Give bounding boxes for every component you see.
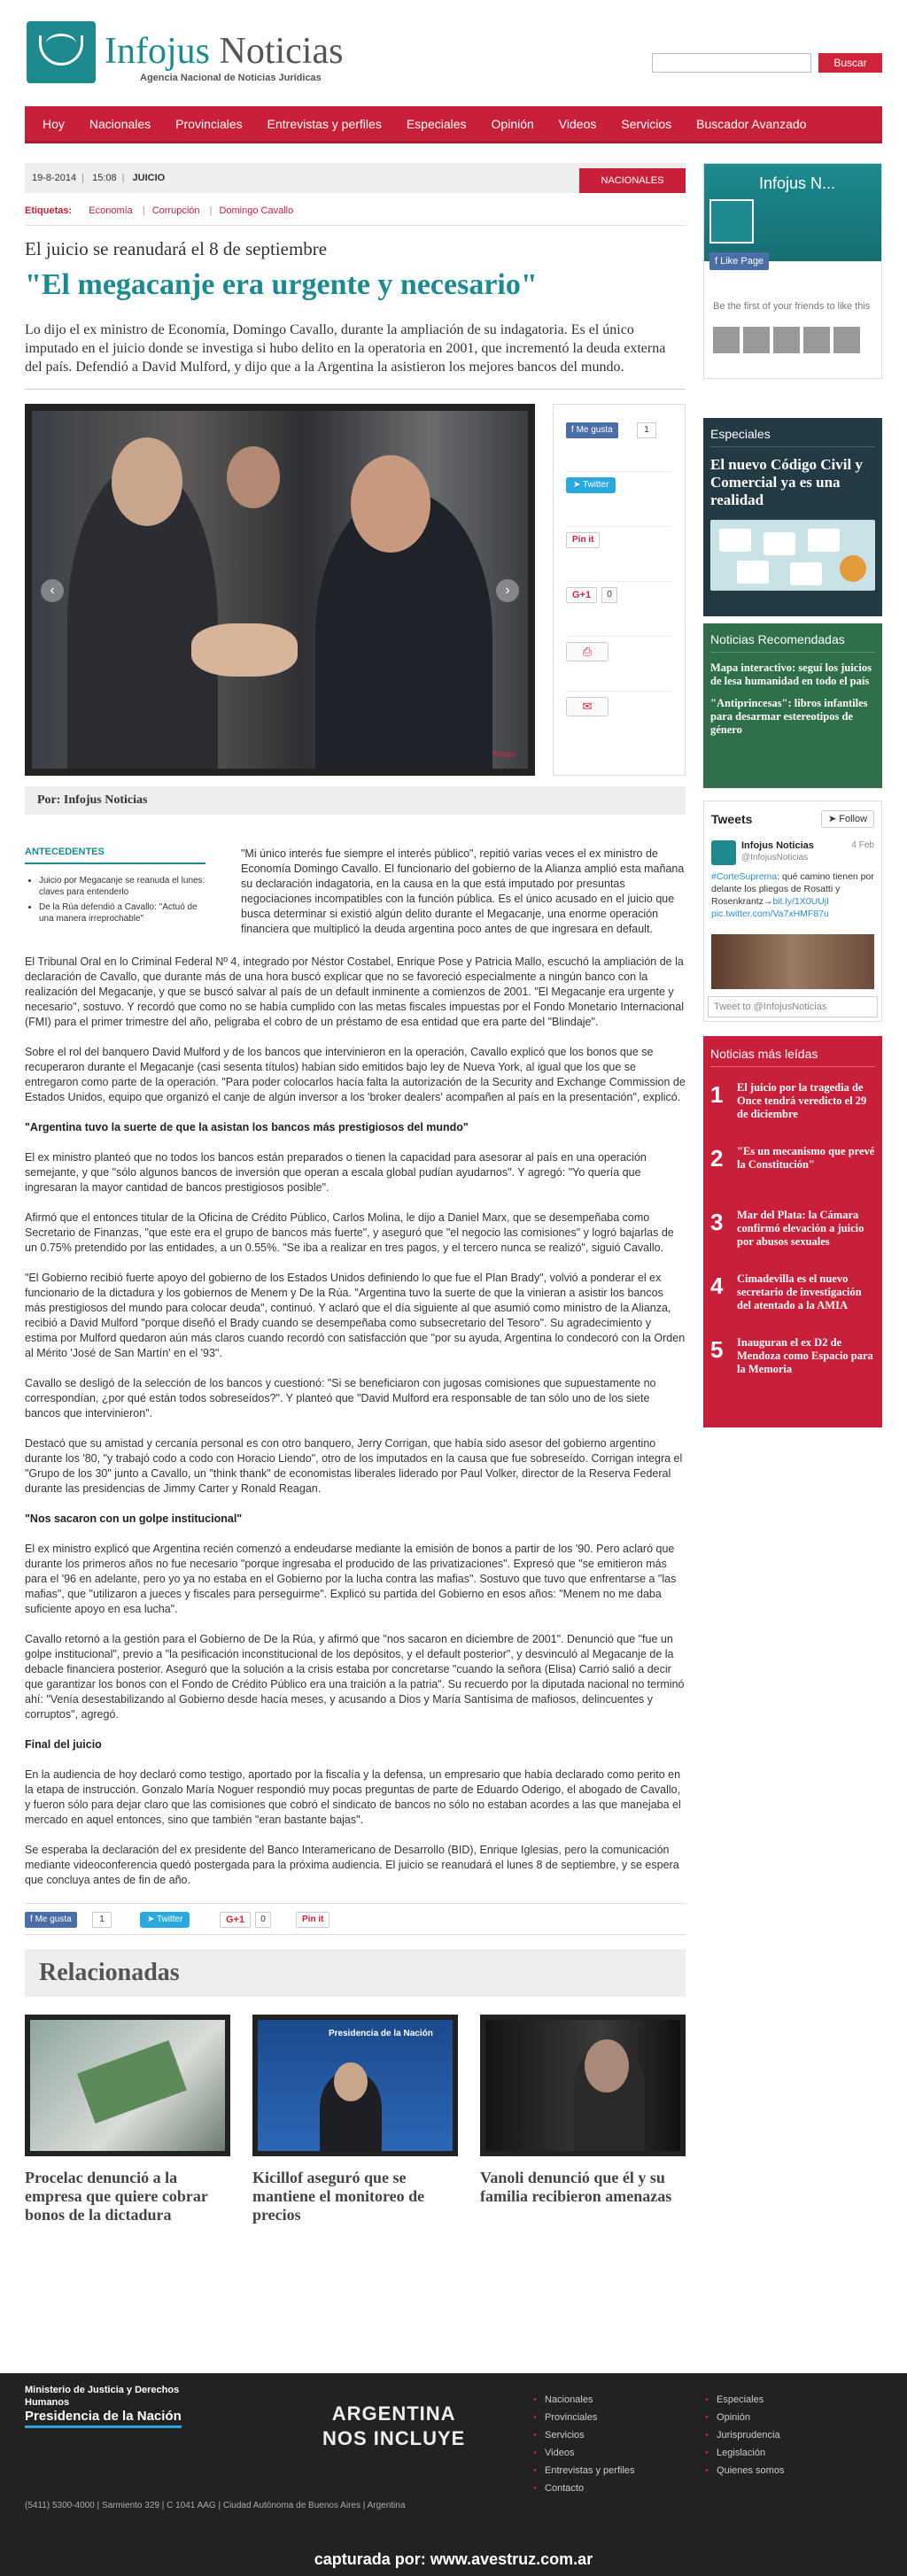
subheading: Final del juicio [25, 1738, 102, 1751]
related-image[interactable] [480, 2015, 686, 2156]
tweet-author[interactable]: Infojus Noticias [741, 840, 814, 851]
share-bar-bottom [25, 1903, 686, 1935]
recomendadas-label: Noticias Recomendadas [710, 632, 875, 653]
footer-link[interactable]: • Videos [533, 2444, 635, 2462]
related-item[interactable] [25, 2015, 230, 2224]
paragraph: El Tribunal Oral en lo Criminal Federal Nº 4, integrado por Néstor Costabel, Enrique Pose y Patricia Mallo, escuchó la ampliación de la declaración de Cavallo, que durante más de una hora buscó explicar que no se favoreció especialmente a ningún banco con la realización del Megacanje, y que se buscó salvar al país de un default inminente a comienzos de 2001. "El Megacanje era urgente y necesario", sostuvo. Y recordó que como no se había cumplido con las metas fiscales impuestas por el Fondo Monetario Internacional (FMI) para el primer trimestre del año, peligraba el cobro de un préstamo de esa entidad que era parte del "Blindaje". [25, 955, 684, 1028]
article-photo-slider[interactable] [25, 404, 535, 776]
capture-watermark: capturada por: www.avestruz.com.ar [314, 2550, 593, 2568]
recomendada-link[interactable]: "Antiprincesas": libros infantiles para desarmar estereotipos de género [710, 697, 868, 736]
related-image[interactable] [25, 2015, 230, 2156]
related-title[interactable]: Vanoli denunció que él y su familia recibieron amenazas [480, 2169, 672, 2205]
footer-link[interactable]: • Entrevistas y perfiles [533, 2462, 635, 2479]
argentina-nos-incluye-logo: ARGENTINA NOS INCLUYE [322, 2402, 466, 2449]
paragraph: Cavallo retornó a la gestión para el Gobierno de De la Rúa, y afirmó que "nos sacaron en diciembre de 2001". Denunció que "fue un golpe institucional", previo a "la pesificación inconstitucional de los depósitos, y el default posterior", y desvinculó al Megacanje de la debacle financiera posterior. Aseguró que la solución a la crisis estaba por concretarse "cuando la señora (Elisa) Carrió salió a decir que garantizar los bonos con el Fondo de Crédito Público era una traición a la patria". Su recuerdo por la diputada nacional no terminó ahí: "Venía desestabilizando al Gobierno desde hacía meses, y acusando a Dios y María Santísima de mafiosos, delincuentes y corruptos", agregó. [25, 1633, 685, 1721]
footer-link[interactable]: • Legislación [705, 2444, 784, 2462]
search-input[interactable] [652, 53, 811, 73]
tag-link[interactable]: Domingo Cavallo [219, 205, 294, 216]
paragraph: Destacó que su amistad y cercanía personal es con otro banquero, Jerry Corrigan, que había sido asesor del gobierno argentino durante los '80, "y trabajó codo a codo con Horacio Liendo", otro de los imputados en la causa que fue sobreseído. Corrigan integra el "Grupo de los 30" junto a Cavallo, un "think thank" de economistas liberales liderado por Paul Volker, director de la Reserva Federal durante las presidencias de Jimmy Carter y Ronald Reagan. [25, 1437, 683, 1495]
tweets-label: Tweets [711, 812, 753, 826]
fb-page-name[interactable]: Infojus N... [759, 174, 836, 192]
nav-item-provinciales[interactable]: Provinciales [175, 116, 243, 131]
footer-link[interactable]: • Opinión [705, 2409, 784, 2426]
related-title[interactable]: Kicillof aseguró que se mantiene el monitoreo de precios [252, 2169, 425, 2224]
tweet-to-input[interactable]: Tweet to @InfojusNoticias [708, 996, 878, 1017]
antecedente-link[interactable]: • De la Rúa defendió a Cavallo: "Actuó de una manera irreprochable" [39, 901, 205, 924]
fb-friends-text: Be the first of your friends to like this [713, 301, 871, 312]
google-plus-count: 0 [255, 1912, 271, 1928]
facebook-like-count: 1 [92, 1912, 112, 1928]
paragraph: Se esperaba la declaración del ex presidente del Banco Interamericano de Desarrollo (BID), Enrique Iglesias, pero la comunicación mediante videoconferencia quedó postergada para la próxima audiencia. El juicio se reanudará el lunes 8 de septiembre, y se espera que concluya antes de fin de año. [25, 1844, 679, 1886]
main-nav [25, 106, 882, 143]
footer-link[interactable]: • Contacto [533, 2479, 635, 2497]
twitter-share-button[interactable]: ➤ Twitter [566, 477, 616, 493]
article-title: "El megacanje era urgente y necesario" [25, 268, 538, 301]
article-section: JUICIO [132, 173, 166, 183]
footer-link[interactable]: • Quienes somos [705, 2462, 784, 2479]
related-heading: Relacionadas [25, 1949, 686, 1997]
site-logo-icon[interactable] [27, 21, 96, 83]
paragraph: Sobre el rol del banquero David Mulford y de los bancos que intervinieron en la operación, Cavallo explicó que los bonos que se recuperaron durante el Megacanje (casi sesenta títulos) habían sido emitidos bajo ley de Nueva York, al igual que los que se entregaron como parte de la operación. "Para poder colocarlos hacía falta la autorización de la Security and Exchange Commission de Estados Unidos, equipo que organizó el canje de algún inversor a los 'broker dealers' acompañen al país en la presentación", explicó. [25, 1046, 686, 1103]
google-plus-button[interactable]: G+1 [566, 587, 597, 603]
site-logo-subtitle: Agencia Nacional de Noticias Jurídicas [140, 73, 322, 83]
fb-faces [713, 327, 860, 353]
paragraph: El ex ministro planteó que no todos los bancos están preparados o tienen la capacidad para asesorar al país en una operación semejante, y que "sólo algunos bancos de inversión que operan a escala global pudían ayudarnos". Y agregó: "Yo quería que ingresaran la mayor cantidad de bancos prestigiosos posible". [25, 1151, 647, 1194]
footer-presidency[interactable]: Presidencia de la Nación [25, 2409, 182, 2428]
especiales-box[interactable] [703, 418, 882, 616]
related-title[interactable]: Procelac denunció a la empresa que quiere cobrar bonos de la dictadura [25, 2169, 208, 2224]
footer-link[interactable]: • Servicios [533, 2426, 635, 2444]
footer-link[interactable]: • Especiales [705, 2391, 784, 2409]
related-item[interactable] [480, 2015, 686, 2206]
article-volanta: El juicio se reanudará el 8 de septiembre [25, 238, 328, 259]
tweet-date: 4 Feb [851, 840, 874, 850]
paragraph: Afirmó que el entonces titular de la Oficina de Crédito Público, Carlos Molina, le dijo a Daniel Marx, que se desempeñaba como Secretario de Finanzas, "que este era el grupo de bancos más fuerte", y aseguró que "el negocio las comisiones" y logró bajarlas de un 0.75% pretendido por las entidades, a un 0.55%. "Se iba a realizar en tres pagos, y el tercero nunca se realizó", siguió Cavallo. [25, 1211, 674, 1254]
sidebar [703, 163, 882, 1427]
footer-link[interactable]: • Nacionales [533, 2391, 635, 2409]
tags-row: Etiquetas: Economía | Corrupción | Domingo Cavallo [25, 205, 294, 216]
site-header [25, 18, 882, 94]
especiales-illustration[interactable] [710, 520, 875, 591]
search-button[interactable]: Buscar [818, 53, 882, 73]
mas-leidas-box [703, 1036, 882, 1427]
paragraph: Cavallo se desligó de la selección de los bancos y cuestionó: "Si se beneficiaron con jugosas comisiones que supuestamente no correspondían, ¿por qué están todos sobreseídos?". Y planteó que "David Mulford era responsable de tan sólo uno de los siete bancos que intervinieron". [25, 1377, 656, 1420]
twitter-widget [703, 801, 882, 1022]
especiales-title[interactable]: El nuevo Código Civil y Comercial ya es una realidad [710, 456, 863, 508]
mas-leida-item[interactable]: 5 Inauguran el ex D2 de Mendoza como Espacio para la Memoria [710, 1336, 873, 1375]
antecedentes-title: ANTECEDENTES [25, 847, 205, 864]
article-body [25, 955, 686, 1888]
slider-prev-icon[interactable]: ‹ [41, 579, 64, 602]
print-icon[interactable]: ⎙ [566, 642, 609, 661]
twitter-follow-button[interactable]: ➤ Follow [821, 810, 874, 828]
fb-page-avatar[interactable] [709, 199, 754, 244]
article-lead: Lo dijo el ex ministro de Economía, Domingo Cavallo, durante la ampliación de su indagatoria. Es el único imputado en el juicio donde se investiga si hubo delito en la operatoria en 2001, que incrementó la deuda externa del país. Defendió a David Mulford, y dijo que a la Argentina la asistieron los mejores bancos del mundo. [25, 321, 686, 390]
footer-address: (5411) 5300-4000 | Sarmiento 329 | C 1041 AAG | Ciudad Autónoma de Buenos Aires | Argentina [25, 2501, 406, 2510]
google-plus-button[interactable]: G+1 [220, 1912, 251, 1928]
antecedente-link[interactable]: • Juicio por Megacanje se reanuda el lunes: claves para entenderlo [39, 875, 205, 898]
tweet-link[interactable]: bit.ly/1X0UUjI pic.twitter.com/Va7xHMF87u [711, 896, 830, 919]
related-image[interactable] [252, 2015, 458, 2156]
tweet-hashtag[interactable]: #CorteSuprema [711, 871, 778, 882]
article-time: 15:08 [92, 173, 117, 183]
recomendada-link[interactable]: Mapa interactivo: seguí los juicios de lesa humanidad en todo el país [710, 661, 872, 687]
tag-link[interactable]: Economía [89, 205, 133, 216]
site-footer [0, 2373, 907, 2576]
nav-item-nacionales[interactable]: Nacionales [89, 116, 151, 131]
tweet-text: #CorteSuprema: qué camino tienen por delante los pliegos de Rosatti y Rosenkrantz→bit.ly/1X0UUjI pic.twitter.com/Va7xHMF87u [711, 871, 874, 919]
pinterest-button[interactable]: Pin it [296, 1912, 329, 1928]
facebook-like-button[interactable]: f Me gusta [25, 1912, 77, 1928]
mas-leida-item[interactable]: 1 El juicio por la tragedia de Once tendrá veredicto el 29 de diciembre [710, 1081, 867, 1120]
related-list [25, 2015, 686, 2224]
related-item[interactable] [252, 2015, 458, 2224]
mas-leidas-label: Noticias más leídas [710, 1047, 875, 1067]
article-byline: Por: Infojus Noticias [25, 786, 686, 815]
tweet-avatar[interactable] [711, 840, 736, 865]
facebook-like-button[interactable]: f Me gusta [566, 422, 618, 438]
paragraph: "El Gobierno recibió fuerte apoyo del gobierno de los Estados Unidos definiendo lo que fue el Plan Brady", volvió a ponderar el ex funcionario de la dictadura y los gobiernos de Menem y De la Rúa. "Argentina tuvo la suerte de que la vinieran a asistir los bancos más prestigiosos del mundo para colocar deuda", continuó. Y aclaró que el día siguiente al que asumió como ministro de la Alianza, recibió a David Mulford "porque diseñó el Brady cuando se desempeñaba como subsecretario del Tesoro". Su agradecimiento y estima por Mulford quedaron aún más claros cuando recordó con satisfacción que "por su ayuda, Argentina lo condecoró con la Orden al Mérito 'José de San Martín' en el '93". [25, 1272, 686, 1359]
tweet-image[interactable] [711, 934, 874, 989]
tag-link[interactable]: Corrupción [151, 205, 200, 216]
subheading: "Nos sacaron con un golpe institucional" [25, 1512, 243, 1525]
footer-links-col2 [705, 2391, 784, 2479]
footer-ministry[interactable]: Ministerio de Justicia y Derechos Humanos [25, 2385, 180, 2408]
nav-item-especiales[interactable]: Especiales [406, 116, 467, 131]
photo-credit: Telam [492, 750, 516, 760]
facebook-page-widget [703, 163, 882, 379]
nav-item-servicios[interactable]: Servicios [621, 116, 672, 131]
nav-item-videos[interactable]: Videos [558, 116, 597, 131]
article [25, 163, 686, 2224]
pinterest-button[interactable]: Pin it [566, 532, 600, 548]
subheading: "Argentina tuvo la suerte de que la asistan los bancos más prestigiosos del mundo" [25, 1121, 469, 1133]
tweet-handle: @InfojusNoticias [741, 853, 809, 863]
slider-next-icon[interactable]: › [496, 579, 519, 602]
mail-icon[interactable]: ✉ [566, 697, 609, 716]
mas-leida-item[interactable]: 2 "Es un mecanismo que prevé la Constitución" [710, 1145, 875, 1172]
fb-like-page-button[interactable]: f Like Page [709, 252, 769, 270]
nav-item-opinion[interactable]: Opinión [491, 116, 534, 131]
facebook-like-count: 1 [637, 422, 656, 438]
nav-item-entrevistas[interactable]: Entrevistas y perfiles [267, 116, 382, 131]
nav-item-buscador[interactable]: Buscador Avanzado [696, 116, 807, 131]
recomendadas-box [703, 623, 882, 788]
footer-links-col1 [533, 2391, 635, 2497]
category-tab[interactable]: NACIONALES [579, 168, 686, 193]
google-plus-count: 0 [601, 587, 617, 603]
site-logo-title[interactable]: Infojus Noticias [105, 31, 344, 72]
nav-item-hoy[interactable]: Hoy [43, 116, 65, 131]
share-panel [553, 404, 686, 776]
twitter-share-button[interactable]: ➤ Twitter [140, 1912, 190, 1928]
footer-link[interactable]: • Provinciales [533, 2409, 635, 2426]
mas-leida-item[interactable]: 4 Cimadevilla es el nuevo secretario de investigación del atentado a la AMIA [710, 1273, 862, 1311]
footer-link[interactable]: • Jurisprudencia [705, 2426, 784, 2444]
article-quote: "Mi único interés fue siempre el interés público", repitió varias veces el ex ministro de Economía Domingo Cavallo. El funcionario del gobierno de la Alianza amplió esta mañana su declaración indagatoria, en la causa en la que está imputado por presuntas negociaciones incompatibles con la función pública. Es el único acusado en el juicio que busca determinar si existió algún delito durante el Megacanje, una enorme operación financiera que multiplicó la deuda argentina poco antes de que ingresara en default. [241, 847, 685, 935]
antecedentes-box [25, 847, 205, 928]
paragraph: En la audiencia de hoy declaró como testigo, aportado por la fiscalía y la defensa, un empresario que había declarado como perito en la etapa de instrucción. Gonzalo María Noguer respondió muy pocas preguntas de parte de Eduardo Oderigo, el abogado de Cavallo, y fueron sólo para dejar claro que las comisiones que cobró el sindicato de bancos no sólo no estaban acordes a las que manejaba el mercado en aquel entonces, sino que también "eran bastante bajas". [25, 1768, 681, 1826]
especiales-label: Especiales [710, 427, 875, 447]
mas-leida-item[interactable]: 3 Mar del Plata: la Cámara confirmó elevación a juicio por abusos sexuales [710, 1209, 864, 1248]
article-date: 19-8-2014 [32, 173, 77, 183]
slide-text: Presidencia de la Nación [329, 2029, 433, 2038]
paragraph: El ex ministro explicó que Argentina recién comenzó a endeudarse mediante la emisión de bonos a partir de los '90. Pero aclaró que durante los primeros años no fue necesario "porque ingresaba el producido de las privatizaciones". Expresó que "se emitieron más para el '96 en adelante, pero yo ya no estaba en el Gobierno por la lucha contra las mafias". Sostuvo que tuvo que enfrentarse a "las mafias", que "utilizaron a jueces y fiscales para perseguirme". Explicó su partida del Gobierno en esos años: "Menem no me daba suficiente apoyo en esa lucha". [25, 1543, 677, 1615]
article-meta-bar: 19-8-2014 | 15:08 | JUICIO NACIONALES [25, 163, 686, 193]
tags-label: Etiquetas: [25, 205, 73, 216]
